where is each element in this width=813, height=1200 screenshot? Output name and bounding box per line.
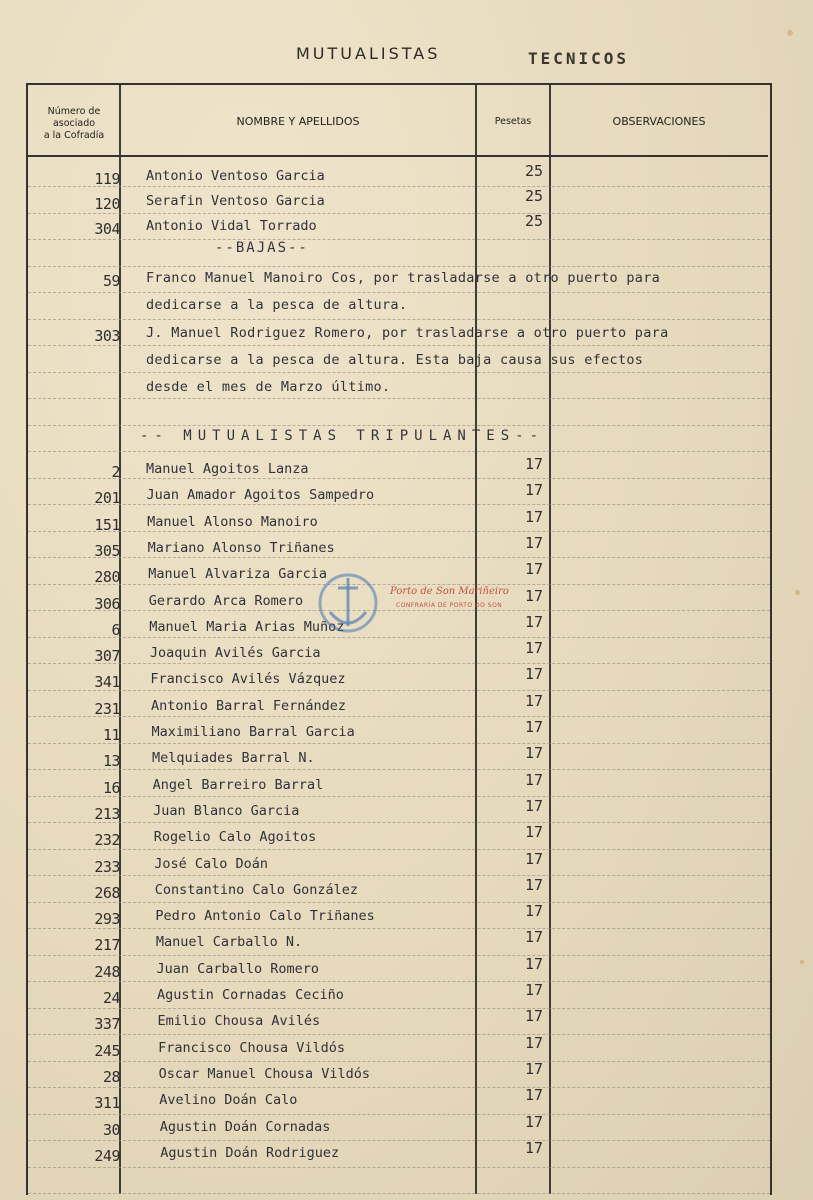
baja-note-line: Franco Manuel Manoiro Cos, por trasladarse a otro puerto para <box>146 270 661 286</box>
member-pesetas: 17 <box>524 1112 543 1131</box>
ruled-line <box>28 1167 770 1168</box>
ruled-line <box>28 531 770 532</box>
member-pesetas: 17 <box>524 849 543 868</box>
member-number: 2 <box>111 463 120 481</box>
member-name: Angel Barreiro Barral <box>152 776 324 793</box>
member-pesetas: 17 <box>524 823 543 842</box>
member-pesetas: 17 <box>524 481 543 500</box>
section-title-tripulantes: -- MUTUALISTAS TRIPULANTES-- <box>140 428 545 444</box>
member-number: 233 <box>94 857 120 876</box>
member-name: Avelino Doán Calo <box>159 1092 298 1109</box>
ruled-line <box>28 1114 770 1115</box>
member-pesetas: 17 <box>524 1138 543 1157</box>
member-pesetas: 17 <box>524 1033 543 1052</box>
member-pesetas: 17 <box>524 665 543 684</box>
page-title: MUTUALISTAS <box>296 44 441 63</box>
member-pesetas: 25 <box>524 212 543 230</box>
member-number: 119 <box>94 170 120 188</box>
ruled-line <box>28 557 770 558</box>
member-number: 213 <box>94 804 120 823</box>
column-header-observaciones: OBSERVACIONES <box>612 115 706 128</box>
baja-note-line: desde el mes de Marzo último. <box>146 379 391 395</box>
member-name: José Calo Doán <box>154 855 269 872</box>
member-name: Antonio Barral Fernández <box>150 697 347 714</box>
member-pesetas: 17 <box>524 455 543 473</box>
member-pesetas: 17 <box>524 875 543 894</box>
member-name: Antonio Ventoso Garcia <box>146 168 325 184</box>
ruled-line <box>28 398 770 399</box>
member-number: 293 <box>94 910 120 929</box>
ruled-line <box>28 849 770 850</box>
ruled-line <box>28 716 770 717</box>
ruled-line <box>28 478 770 479</box>
member-number: 280 <box>94 568 120 587</box>
member-pesetas: 17 <box>524 718 543 736</box>
member-pesetas: 17 <box>524 928 543 947</box>
paper-stain <box>787 30 793 36</box>
member-number: 151 <box>94 515 120 534</box>
member-number: 201 <box>94 489 120 508</box>
member-number: 305 <box>94 541 120 560</box>
ruled-line <box>28 875 770 876</box>
member-number: 231 <box>94 699 120 718</box>
member-name: Manuel Agoitos Lanza <box>146 461 309 477</box>
paper-stain <box>800 960 804 964</box>
ruled-line <box>28 769 770 770</box>
member-name: Gerardo Arca Romero <box>148 592 304 609</box>
watermark-title: Porto de Son Mariñeiro <box>390 586 509 597</box>
member-number: 11 <box>102 726 120 744</box>
ruled-line <box>28 425 770 426</box>
member-pesetas: 17 <box>524 954 543 973</box>
ruled-line <box>28 213 770 214</box>
ruled-line <box>28 372 770 373</box>
member-pesetas: 25 <box>524 162 543 180</box>
member-pesetas: 17 <box>524 612 543 631</box>
member-pesetas: 17 <box>524 796 543 815</box>
ruled-line <box>28 451 770 452</box>
member-name: Manuel Alonso Manoiro <box>147 513 318 530</box>
member-name: Rogelio Calo Agoitos <box>153 829 317 846</box>
member-name: Francisco Chousa Vildós <box>158 1039 346 1056</box>
member-pesetas: 17 <box>524 770 543 789</box>
header-divider <box>28 155 768 157</box>
member-name: Francisco Avilés Vázquez <box>150 671 346 688</box>
ruled-line <box>28 1087 770 1088</box>
member-pesetas: 17 <box>524 981 543 999</box>
member-name: Manuel Alvariza Garcia <box>148 566 327 583</box>
member-pesetas: 17 <box>524 586 543 605</box>
ruled-line <box>28 266 770 267</box>
member-pesetas: 25 <box>524 187 543 205</box>
member-name: Mariano Alonso Triñanes <box>147 539 335 556</box>
ruled-line <box>28 1061 770 1062</box>
member-number: 13 <box>102 752 120 771</box>
ruled-line <box>28 1140 770 1141</box>
member-name: Manuel Maria Arias Muñoz <box>149 618 345 635</box>
ruled-line <box>28 345 770 346</box>
ruled-line <box>28 690 770 691</box>
member-name: Juan Blanco Garcia <box>153 802 300 819</box>
member-name: Agustin Cornadas Ceciño <box>157 987 344 1003</box>
member-number: 248 <box>94 962 120 981</box>
ruled-line <box>28 186 770 187</box>
member-pesetas: 17 <box>524 902 543 921</box>
member-name: Pedro Antonio Calo Triñanes <box>155 908 375 925</box>
member-name: Melquiades Barral N. <box>152 750 315 767</box>
ruled-line <box>28 663 770 664</box>
baja-note-line: dedicarse a la pesca de altura. <box>146 297 408 313</box>
ruled-line <box>28 504 770 505</box>
column-header-name: NOMBRE Y APELLIDOS <box>236 115 360 128</box>
member-name: Juan Carballo Romero <box>156 960 319 977</box>
ruled-line <box>28 1193 770 1194</box>
page-subtitle: TECNICOS <box>528 49 630 68</box>
member-number: 341 <box>94 673 120 692</box>
ruled-line <box>28 981 770 982</box>
anchor-icon <box>312 568 384 638</box>
member-number: 120 <box>94 195 120 213</box>
baja-number: 59 <box>102 272 120 290</box>
member-number: 311 <box>94 1094 120 1113</box>
member-name: Oscar Manuel Chousa Vildós <box>158 1065 370 1082</box>
member-name: Antonio Vidal Torrado <box>146 218 317 234</box>
column-header-number: Número de asociado a la Cofradía <box>43 106 105 141</box>
ruled-line <box>28 743 770 744</box>
member-name: Manuel Carballo N. <box>155 934 303 951</box>
ruled-line <box>28 239 770 240</box>
member-number: 245 <box>94 1041 120 1060</box>
member-name: Agustin Doán Cornadas <box>159 1118 331 1135</box>
ruled-line <box>28 1034 770 1035</box>
member-name: Agustin Doán Rodriguez <box>160 1144 340 1161</box>
member-pesetas: 17 <box>524 744 543 763</box>
ruled-line <box>28 796 770 797</box>
column-header-pesetas: Pesetas <box>494 116 532 127</box>
member-name: Joaquin Avilés Garcia <box>149 645 321 662</box>
member-name: Maximiliano Barral Garcia <box>151 724 355 740</box>
member-number: 6 <box>111 620 120 639</box>
member-pesetas: 17 <box>524 1086 543 1105</box>
member-pesetas: 17 <box>524 639 543 658</box>
member-number: 217 <box>94 936 120 955</box>
member-name: Juan Amador Agoitos Sampedro <box>146 487 375 504</box>
member-name: Constantino Calo González <box>154 881 358 898</box>
ruled-line <box>28 319 770 320</box>
member-name: Emilio Chousa Avilés <box>157 1013 321 1030</box>
member-pesetas: 17 <box>524 533 543 552</box>
member-number: 24 <box>102 989 120 1007</box>
member-number: 232 <box>94 831 120 850</box>
member-number: 249 <box>94 1146 120 1165</box>
member-number: 307 <box>94 647 120 666</box>
member-pesetas: 17 <box>524 691 543 710</box>
watermark-subtitle: CONFRARÍA DE PORTO DO SON <box>396 602 503 609</box>
member-pesetas: 17 <box>524 1007 543 1026</box>
member-number: 304 <box>94 220 120 238</box>
member-pesetas: 17 <box>524 560 543 579</box>
member-number: 337 <box>94 1015 120 1034</box>
ruled-line <box>28 955 770 956</box>
ruled-line <box>28 928 770 929</box>
member-number: 16 <box>102 778 120 797</box>
member-number: 306 <box>94 594 120 613</box>
baja-number: 303 <box>94 327 120 345</box>
member-pesetas: 17 <box>524 507 543 526</box>
member-number: 30 <box>102 1120 120 1139</box>
ruled-line <box>28 1008 770 1009</box>
baja-note-line: J. Manuel Rodriguez Romero, por trasladarse a otro puerto para <box>146 325 669 341</box>
ruled-line <box>28 822 770 823</box>
baja-note-line: dedicarse a la pesca de altura. Esta baja causa sus efectos <box>146 352 644 368</box>
member-number: 268 <box>94 883 120 902</box>
member-name: Serafin Ventoso Garcia <box>146 193 325 209</box>
watermark-logo <box>312 568 512 638</box>
member-number: 28 <box>102 1067 120 1086</box>
section-title-bajas: --BAJAS-- <box>215 240 309 256</box>
ruled-line <box>28 902 770 903</box>
ruled-line <box>28 292 770 293</box>
member-pesetas: 17 <box>524 1059 543 1078</box>
paper-stain <box>795 590 800 595</box>
